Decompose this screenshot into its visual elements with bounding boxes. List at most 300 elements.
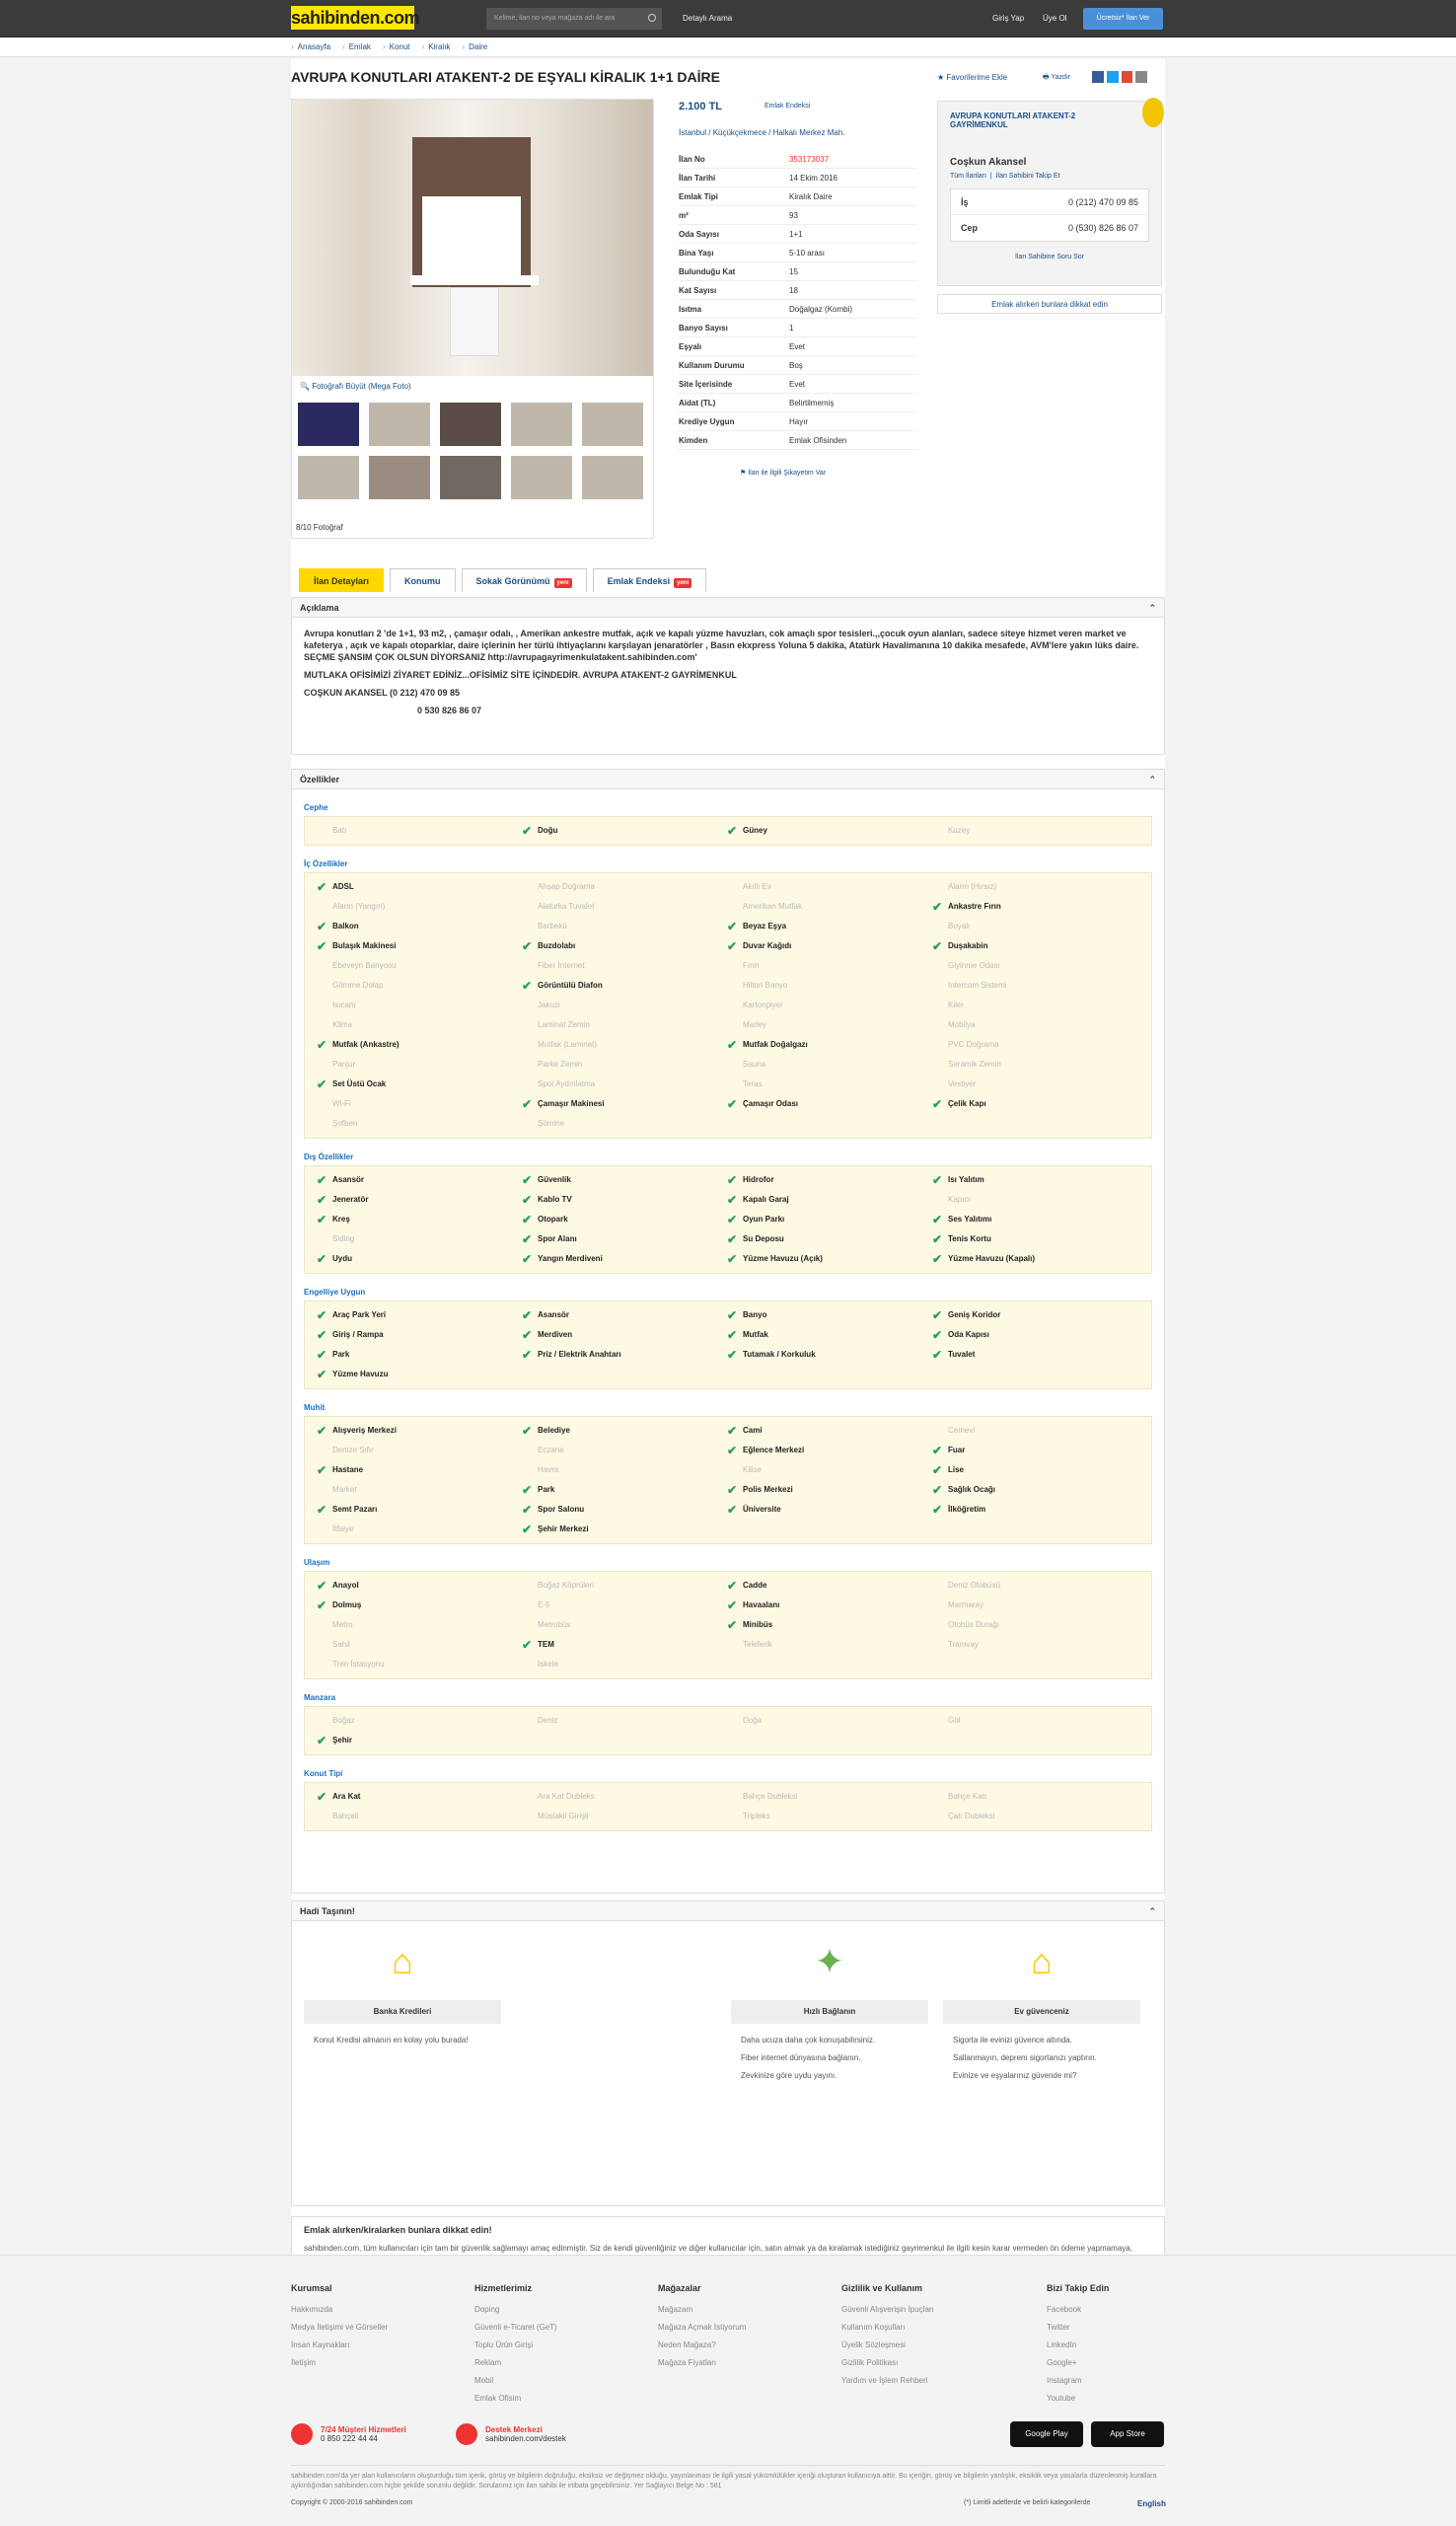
footer-link[interactable]: Mobil [474,2376,494,2385]
feature-item: PVC Doğrama [948,1040,999,1049]
feature-item: ✔ Belediye [510,1421,715,1441]
listing-location[interactable]: İstanbul / Küçükçekmece / Halkalı Merkez Mah. [679,128,845,137]
feature-category: Engelliye Uygun [304,1288,366,1297]
feature-item: Kilise [743,1465,763,1474]
footer-link[interactable]: Neden Mağaza? [658,2340,716,2349]
footer-link[interactable]: Google+ [1047,2358,1077,2367]
safety-title: Emlak alırken/kiralarken bunlara dikkat edin! [304,2225,492,2235]
feature-item: ✔ Su Deposu [715,1229,920,1249]
feature-item: Gömme Dolap [332,981,384,990]
feature-item: ✔ Yangın Merdiveni [510,1249,715,1269]
feature-item: Doğa [743,1716,763,1725]
feature-item: Bahçe Katı [948,1792,987,1801]
main-photo[interactable] [292,100,653,376]
advanced-search-link[interactable]: Detaylı Arama [683,14,733,23]
signup-link[interactable]: Üye Ol [1043,14,1067,23]
feature-item: Eczane [538,1446,564,1454]
footer-col-title: Gizlilik ve Kullanım [841,2283,923,2293]
feature-item: Wi-Fi [332,1099,351,1108]
feature-item: Şofben [332,1119,358,1128]
feature-item: Panjur [332,1060,356,1069]
description-section [291,597,1165,755]
info-row [679,412,917,431]
promo-net-text[interactable]: Fiber internet dünyasına bağlanın. [741,2053,861,2062]
feature-item: Fiber İnternet [538,961,585,970]
feature-item: ✔ Isı Yalıtım [920,1170,1126,1190]
feature-item: ✔ Tenis Kortu [920,1229,1126,1249]
feature-item: ✔ Duşakabin [920,936,1126,956]
feature-item: ✔ Geniş Koridor [920,1305,1126,1325]
promo-net-text[interactable]: Zevkinize göre uydu yayını. [741,2071,837,2080]
info-value: Boş [789,361,803,370]
feature-category: Cephe [304,803,328,812]
feature-item: E-5 [538,1600,550,1609]
protected-house-icon: ⌂ [1031,1941,1053,1981]
feature-item: Kapıcı [948,1195,971,1204]
feature-list [304,1300,1152,1389]
photo-thumbnail[interactable] [296,401,361,448]
feature-item: Alarm (Hırsız) [948,882,997,891]
feature-item: ✔ Havaalanı [715,1596,920,1615]
feature-item: ✔ Set Üstü Ocak [305,1075,510,1094]
feature-item: Mutfak (Laminat) [538,1040,598,1049]
feature-item: Denize Sıfır [332,1446,374,1454]
feature-item: Cemevi [948,1426,976,1435]
listing-price: 2.100 TL [679,101,723,112]
new-badge: yeni [554,578,572,588]
search-input[interactable]: Kelime, ilan no veya mağaza adı ile ara [486,8,642,30]
footer-link[interactable]: Yardım ve İşlem Rehberi [841,2376,928,2385]
footer-link[interactable]: İletişim [291,2358,316,2367]
feature-item: ✔ Güney [715,821,920,841]
footer-link[interactable]: Reklam [474,2358,502,2367]
info-key: Site İçerisinde [679,380,733,389]
moving-promo-section [291,1900,1165,2206]
feature-item: ✔ TEM [510,1635,715,1655]
photo-thumbnail[interactable] [296,454,361,501]
feature-item: Ara Kat Dubleks [538,1792,595,1801]
footer [0,2255,1456,2526]
listing-title: AVRUPA KONUTLARI ATAKENT-2 DE EŞYALI KİRALIK 1+1 DAİRE [291,69,720,85]
feature-item: ✔ Alışveriş Merkezi [305,1421,510,1441]
footer-link[interactable]: Mağaza Fiyatları [658,2358,717,2367]
complain-label: İlan ile İlgili Şikayetim Var [748,470,827,477]
feature-item: Spot Aydınlatma [538,1079,596,1088]
photo-count: 8/10 Fotoğraf [296,523,343,532]
phone-row-work [951,189,1148,215]
feature-item: Havra [538,1465,559,1474]
info-value: Hayır [789,417,809,426]
breadcrumb-item[interactable]: › Kiralık [422,42,451,51]
feature-item: Barbekü [538,922,567,930]
footer-link[interactable]: Emlak Ofisim [474,2394,522,2403]
footer-col-stores [658,2279,746,2372]
feature-item: Tramvay [948,1640,979,1649]
listing-main [291,59,1165,2255]
feature-item: ✔ Spor Salonu [510,1500,715,1520]
breadcrumb-item[interactable]: › Daire [462,42,487,51]
info-value: 5-10 arası [789,249,826,258]
photo-thumbnail[interactable] [580,454,645,501]
info-row [679,300,917,319]
feature-item: Göl [948,1716,961,1725]
feature-item: ✔ Fuar [920,1441,1126,1460]
info-key: Kat Sayısı [679,286,717,295]
info-row [679,319,917,337]
info-key: Bina Yaşı [679,249,714,258]
info-value: Kiralık Daire [789,192,833,201]
phone-work-number: 0 (212) 470 09 85 [1067,197,1138,207]
feature-item: ✔ Banyo [715,1305,920,1325]
tab-price-index[interactable] [593,568,707,592]
feature-item: Sahil [332,1640,350,1649]
feature-item: ✔ İlköğretim [920,1500,1126,1520]
feature-item: ✔ Kapalı Garaj [715,1190,920,1210]
info-key: Emlak Tipi [679,192,718,201]
mail-icon [456,2423,477,2445]
price-index-link[interactable]: Emlak Endeksi [764,103,811,110]
footer-link[interactable]: Doping [474,2305,500,2314]
ask-seller-link[interactable]: İlan Sahibine Soru Sor [1014,254,1085,260]
feature-item: Boğaz [332,1716,355,1725]
support-link[interactable]: sahibinden.com/destek [485,2434,566,2443]
feature-item: ✔ Buzdolabı [510,936,715,956]
feature-item: ✔ Cami [715,1421,920,1441]
feature-category: Konut Tipi [304,1769,343,1778]
language-link[interactable]: English [1137,2499,1166,2508]
info-value: 14 Ekim 2016 [789,174,837,183]
info-key: Banyo Sayısı [679,324,728,333]
feature-item: ✔ Lise [920,1460,1126,1480]
footer-link[interactable]: Gizlilik Politikası [841,2358,899,2367]
feature-item: ✔ Spor Alanı [510,1229,715,1249]
feature-item: Deniz [538,1716,558,1725]
feature-category: Ulaşım [304,1558,330,1567]
feature-item: Deniz Otobüsü [948,1581,1000,1590]
feature-item: ✔ Sağlık Ocağı [920,1480,1126,1500]
info-key: Kimden [679,436,708,445]
footer-link[interactable]: Youtube [1047,2394,1076,2403]
info-value: Evet [789,380,806,389]
feature-item: Tripleks [743,1812,770,1820]
footer-col-corporate [291,2279,388,2372]
promo-insurance [943,1941,1140,2085]
phone-work-label: İş [961,197,969,207]
promo-net-title[interactable]: Hızlı Bağlanın [731,2000,928,2024]
customer-service [291,2423,406,2445]
info-row [679,281,917,300]
tab-street-view[interactable] [462,568,587,592]
feature-list [304,872,1152,1139]
follow-seller-link[interactable]: İlan Sahibini Takip Et [995,173,1060,180]
copyright: Copyright © 2000-2016 sahibinden.com [291,2499,413,2506]
feature-item: Intercom Sistemi [948,981,1007,990]
feature-item: ✔ Beyaz Eşya [715,917,920,936]
feature-item: ✔ Dolmuş [305,1596,510,1615]
description-body [292,618,1164,732]
photo-thumbnail[interactable] [438,454,503,501]
features-groups [292,803,1164,1831]
description-text: 0 530 826 86 07 [417,706,482,715]
photo-thumbnail[interactable] [509,401,574,448]
feature-item: Ahşap Doğrama [538,882,595,891]
promo-bank [304,1941,501,2049]
info-key: İlan No [679,155,705,164]
footer-col-privacy [841,2279,934,2390]
photo-thumbnail[interactable] [367,454,432,501]
photo-thumbnail[interactable] [580,401,645,448]
footer-link[interactable]: Mağaza Açmak İstiyorum [658,2323,747,2332]
promo-bank-text[interactable]: Konut Kredisi almanın en kolay yolu burada! [314,2036,469,2044]
footer-link[interactable]: Instagram [1047,2376,1082,2385]
footer-link[interactable]: Hakkımızda [291,2305,333,2314]
phone-row-cell [951,215,1148,241]
enlarge-label: Fotoğrafı Büyüt (Mega Foto) [312,382,411,391]
description-text: Avrupa konutları 2 'de 1+1, 93 m2, , çamaşır odalı, , Amerikan ankestre mutfak, açık ve kapalı yüzme havuzları, cok amaçlı spor tesisleri.,,çocuk oyun alanları, sadece siteye hizmet veren market ve kafeterya , açık ve kapalı otoparklar, daire içlerinin her türlü ihtiyaçlarını karşılayan jenaratörler , Basın ekxpress Yoluna 5 dakika, Atatürk Havalimanına 10 dakika mesafede, AVM'lere yakın lüks daire. SEÇME ŞANSIM ÇOK OLSUN DİYORSANIZ http://avrupagayrimenkulatakent.sahibinden.com' [304,629,1139,662]
feature-item: Isıcam [332,1001,356,1009]
feature-item: ✔ Park [305,1345,510,1365]
tab-label: Sokak Görünümü [475,576,550,586]
breadcrumb-item[interactable]: › Emlak [342,42,371,51]
promo-bank-title[interactable]: Banka Kredileri [304,2000,501,2024]
feature-item: ✔ Ara Kat [305,1787,510,1807]
feature-list [304,1165,1152,1274]
feature-item: ✔ Yüzme Havuzu [305,1365,510,1384]
feature-list [304,1706,1152,1755]
twitter-icon[interactable] [1107,71,1119,83]
info-row [679,431,917,450]
seller-store-name[interactable]: AVRUPA KONUTLARI ATAKENT-2 GAYRİMENKUL [950,111,1076,129]
feature-item: ✔ ADSL [305,877,510,897]
footer-link[interactable]: Facebook [1047,2305,1082,2314]
photo-thumbnail[interactable] [367,401,432,448]
feature-item: ✔ Asansör [510,1305,715,1325]
info-value: 1+1 [789,230,803,239]
info-row [679,244,917,262]
tab-label: İlan Detayları [314,576,370,586]
seller-box [937,101,1162,286]
seller-links: Tüm İlanları | İlan Sahibini Takip Et [950,173,1060,180]
feature-item: ✔ Mutfak (Ankastre) [305,1035,510,1055]
favorite-link[interactable]: ★ Favorilerime Ekle [937,73,1008,82]
promo-home-text[interactable]: Sallanmayın, deprem sigortanızı yaptırın. [953,2053,1097,2062]
legal-disclaimer: sahibinden.com'da yer alan kullanıcıların oluşturduğu tüm içerik, görüş ve bilgilerin doğruluğu, eksiksiz ve değişmez olduğu, yayınlanması ile ilgili yasal yükümlülükler içeriği oluşturan kullanıcıya aittir. Bu içeriğin, görüş ve bilgilerin yanlışlık, eksiklik veya yasalarla düzenlenmiş kurallara aykırılığından sahibinden.com hiçbir şekilde sorumlu değildir. Sorularınız için ilan sahibi ile irtibata geçebilirsiniz. Yer Sağlayıcı Belge No : 581 [291,2465,1165,2491]
feature-item: ✔ Mutfak [715,1325,920,1345]
info-key: Eşyalı [679,342,702,351]
feature-item: Kiler [948,1001,965,1009]
features-header[interactable]: Özellikler ⌃ [292,770,1164,789]
info-row [679,187,917,206]
print-link[interactable]: 🖶 Yazdır [1043,74,1071,81]
feature-list [304,1571,1152,1679]
info-value: 18 [789,286,798,295]
feature-category: İç Özellikler [304,859,348,868]
info-value: Evet [789,342,806,351]
promo-home-text[interactable]: Evinize ve eşyalarınız güvende mi? [953,2071,1077,2080]
feature-list [304,1416,1152,1544]
house-money-icon: ⌂ [392,1941,413,1981]
feature-item: Vestiyer [948,1079,977,1088]
footer-link[interactable]: Medya İletişimi ve Görseller [291,2323,389,2332]
footer-link[interactable]: LinkedIn [1047,2340,1077,2349]
facebook-icon[interactable] [1092,71,1104,83]
feature-item: Teras [743,1079,763,1088]
share-icons [1092,71,1147,85]
login-link[interactable]: Giriş Yap [992,14,1025,23]
feature-item: Boğaz Köprüleri [538,1581,594,1590]
feature-item: ✔ Kablo TV [510,1190,715,1210]
feature-item: Marley [743,1020,767,1029]
feature-item: ✔ Mutfak Doğalgazı [715,1035,920,1055]
feature-item: ✔ Park [510,1480,715,1500]
feature-item: ✔ Doğu [510,821,715,841]
safety-warning-button[interactable]: Emlak alırken bunlara dikkat edin [937,294,1162,314]
info-row [679,169,917,187]
store-badge-icon [1142,98,1164,127]
google-play-button[interactable]: Google Play [1010,2421,1083,2447]
footer-link[interactable]: Kullanım Koşulları [841,2323,906,2332]
photo-thumbnail[interactable] [438,401,503,448]
app-store-button[interactable]: App Store [1091,2421,1164,2447]
feature-item: Klima [332,1020,353,1029]
feature-item: ✔ Üniversite [715,1500,920,1520]
google-plus-icon[interactable] [1122,71,1133,83]
tab-location[interactable] [390,568,456,592]
feature-item: ✔ Duvar Kağıdı [715,936,920,956]
feature-item: Teleferik [743,1640,772,1649]
favorite-label: Favorilerime Ekle [946,73,1008,82]
new-badge: yeni [674,578,692,588]
feature-item: ✔ Hastane [305,1460,510,1480]
footer-link[interactable]: Üyelik Sözleşmesi [841,2340,906,2349]
print-label: Yazdır [1051,74,1071,81]
info-row [679,337,917,356]
complain-link[interactable]: ⚑ İlan ile İlgili Şikayetim Var [740,470,827,477]
feature-item: ✔ Balkon [305,917,510,936]
support-title: Destek Merkezi [485,2425,543,2434]
info-row [679,394,917,412]
footer-link[interactable]: Toplu Ürün Girişi [474,2340,534,2349]
feature-item: ✔ Minibüs [715,1615,920,1635]
info-key: Aidat (TL) [679,399,716,408]
feature-item: ✔ Çelik Kapı [920,1094,1126,1114]
info-value: Belirtilmemiş [789,399,835,408]
site-logo[interactable]: sahibinden.com [291,8,420,28]
feature-item: Tren İstasyonu [332,1660,385,1669]
footer-link[interactable]: Güvenli e-Ticaret (GeT) [474,2323,557,2332]
listing-info-table [679,150,917,450]
footer-col-title: Bizi Takip Edin [1047,2283,1110,2293]
footer-link[interactable]: Güvenli Alışverişin İpuçları [841,2305,934,2314]
feature-item: Bahçe Dubleksi [743,1792,798,1801]
feature-item: Çatı Dubleksi [948,1812,995,1820]
support-center [456,2423,566,2445]
tab-details[interactable] [299,568,384,592]
footer-link[interactable]: Mağazam [658,2305,693,2314]
feature-item: Kuzey [948,826,971,835]
promo-home-title[interactable]: Ev güvenceniz [943,2000,1140,2024]
feature-item: ✔ Asansör [305,1170,510,1190]
info-value: Doğalgaz (Kombi) [789,305,853,314]
promo-net-text[interactable]: Daha ucuza daha çok konuşabilirsiniz. [741,2036,876,2044]
feature-item: Marmaray [948,1600,984,1609]
feature-item: ✔ Eğlence Merkezi [715,1441,920,1460]
customer-service-number[interactable]: 0 850 222 44 44 [321,2434,378,2443]
info-value: 93 [789,211,798,220]
feature-item: ✔ Polis Merkezi [715,1480,920,1500]
info-value: 1 [789,324,794,333]
photo-chair-shape [450,287,499,356]
info-value: Emlak Ofisinden [789,436,847,445]
info-key: Kullanım Durumu [679,361,745,370]
feature-item: Batı [332,826,347,835]
feature-item: ✔ Çamaşır Makinesi [510,1094,715,1114]
feature-item: ✔ Hidrofor [715,1170,920,1190]
feature-item: Hilton Banyo [743,981,788,990]
detail-tabs [299,568,706,592]
info-key: m² [679,211,689,220]
feature-item: Alaturka Tuvalet [538,902,595,911]
info-row [679,206,917,225]
footer-link[interactable]: İnsan Kaynakları [291,2340,350,2349]
feature-item: İtfaiye [332,1524,354,1533]
photo-thumbnail[interactable] [509,454,574,501]
feature-item: ✔ Oyun Parkı [715,1210,920,1229]
feature-category: Muhit [304,1403,326,1412]
promo-home-text[interactable]: Sigorta ile evinizi güvence altında. [953,2036,1072,2044]
feature-item: Market [332,1485,357,1494]
feature-item: ✔ Anayol [305,1576,510,1596]
post-ad-button[interactable]: Ücretsiz* İlan Ver [1083,8,1163,30]
info-value: 15 [789,267,798,276]
search-icon[interactable] [642,8,662,30]
feature-item: Boyalı [948,922,971,930]
breadcrumb-item[interactable]: › Anasayfa [291,42,330,51]
description-header[interactable]: Açıklama ⌃ [292,598,1164,618]
feature-list [304,816,1152,846]
feature-item: Giyinme Odası [948,961,1000,970]
mail-icon[interactable] [1135,71,1147,83]
feature-item: ✔ Yüzme Havuzu (Kapalı) [920,1249,1126,1269]
feature-item: ✔ Ankastre Fırın [920,897,1126,917]
description-text: COŞKUN AKANSEL (0 212) 470 09 85 [304,688,461,698]
breadcrumb-item[interactable]: › Konut [383,42,410,51]
feature-item: Akıllı Ev [743,882,771,891]
footer-link[interactable]: Twitter [1047,2323,1070,2332]
info-row [679,375,917,394]
photo-desk-shape [410,275,539,285]
phone-box [950,188,1149,242]
feature-item: ✔ Şehir [305,1731,510,1750]
feature-item: ✔ Güvenlik [510,1170,715,1190]
feature-item: ✔ Kreş [305,1210,510,1229]
feature-item: ✔ Oda Kapısı [920,1325,1126,1345]
promo-internet [731,1941,928,2085]
enlarge-photo-link[interactable]: 🔍 Fotoğrafı Büyüt (Mega Foto) [300,382,411,391]
thumbnail-grid [296,401,651,501]
feature-item: Metrobüs [538,1620,571,1629]
footer-col-title: Hizmetlerimiz [474,2283,533,2293]
feature-category: Dış Özellikler [304,1152,354,1161]
all-ads-link[interactable]: Tüm İlanları [950,173,986,180]
feature-item: ✔ Priz / Elektrik Anahtarı [510,1345,715,1365]
info-row [679,225,917,244]
feature-item: ✔ Cadde [715,1576,920,1596]
feature-item: Mobilya [948,1020,976,1029]
seller-agent-name: Coşkun Akansel [950,157,1027,168]
info-row [679,262,917,281]
top-navigation-bar [0,0,1456,37]
